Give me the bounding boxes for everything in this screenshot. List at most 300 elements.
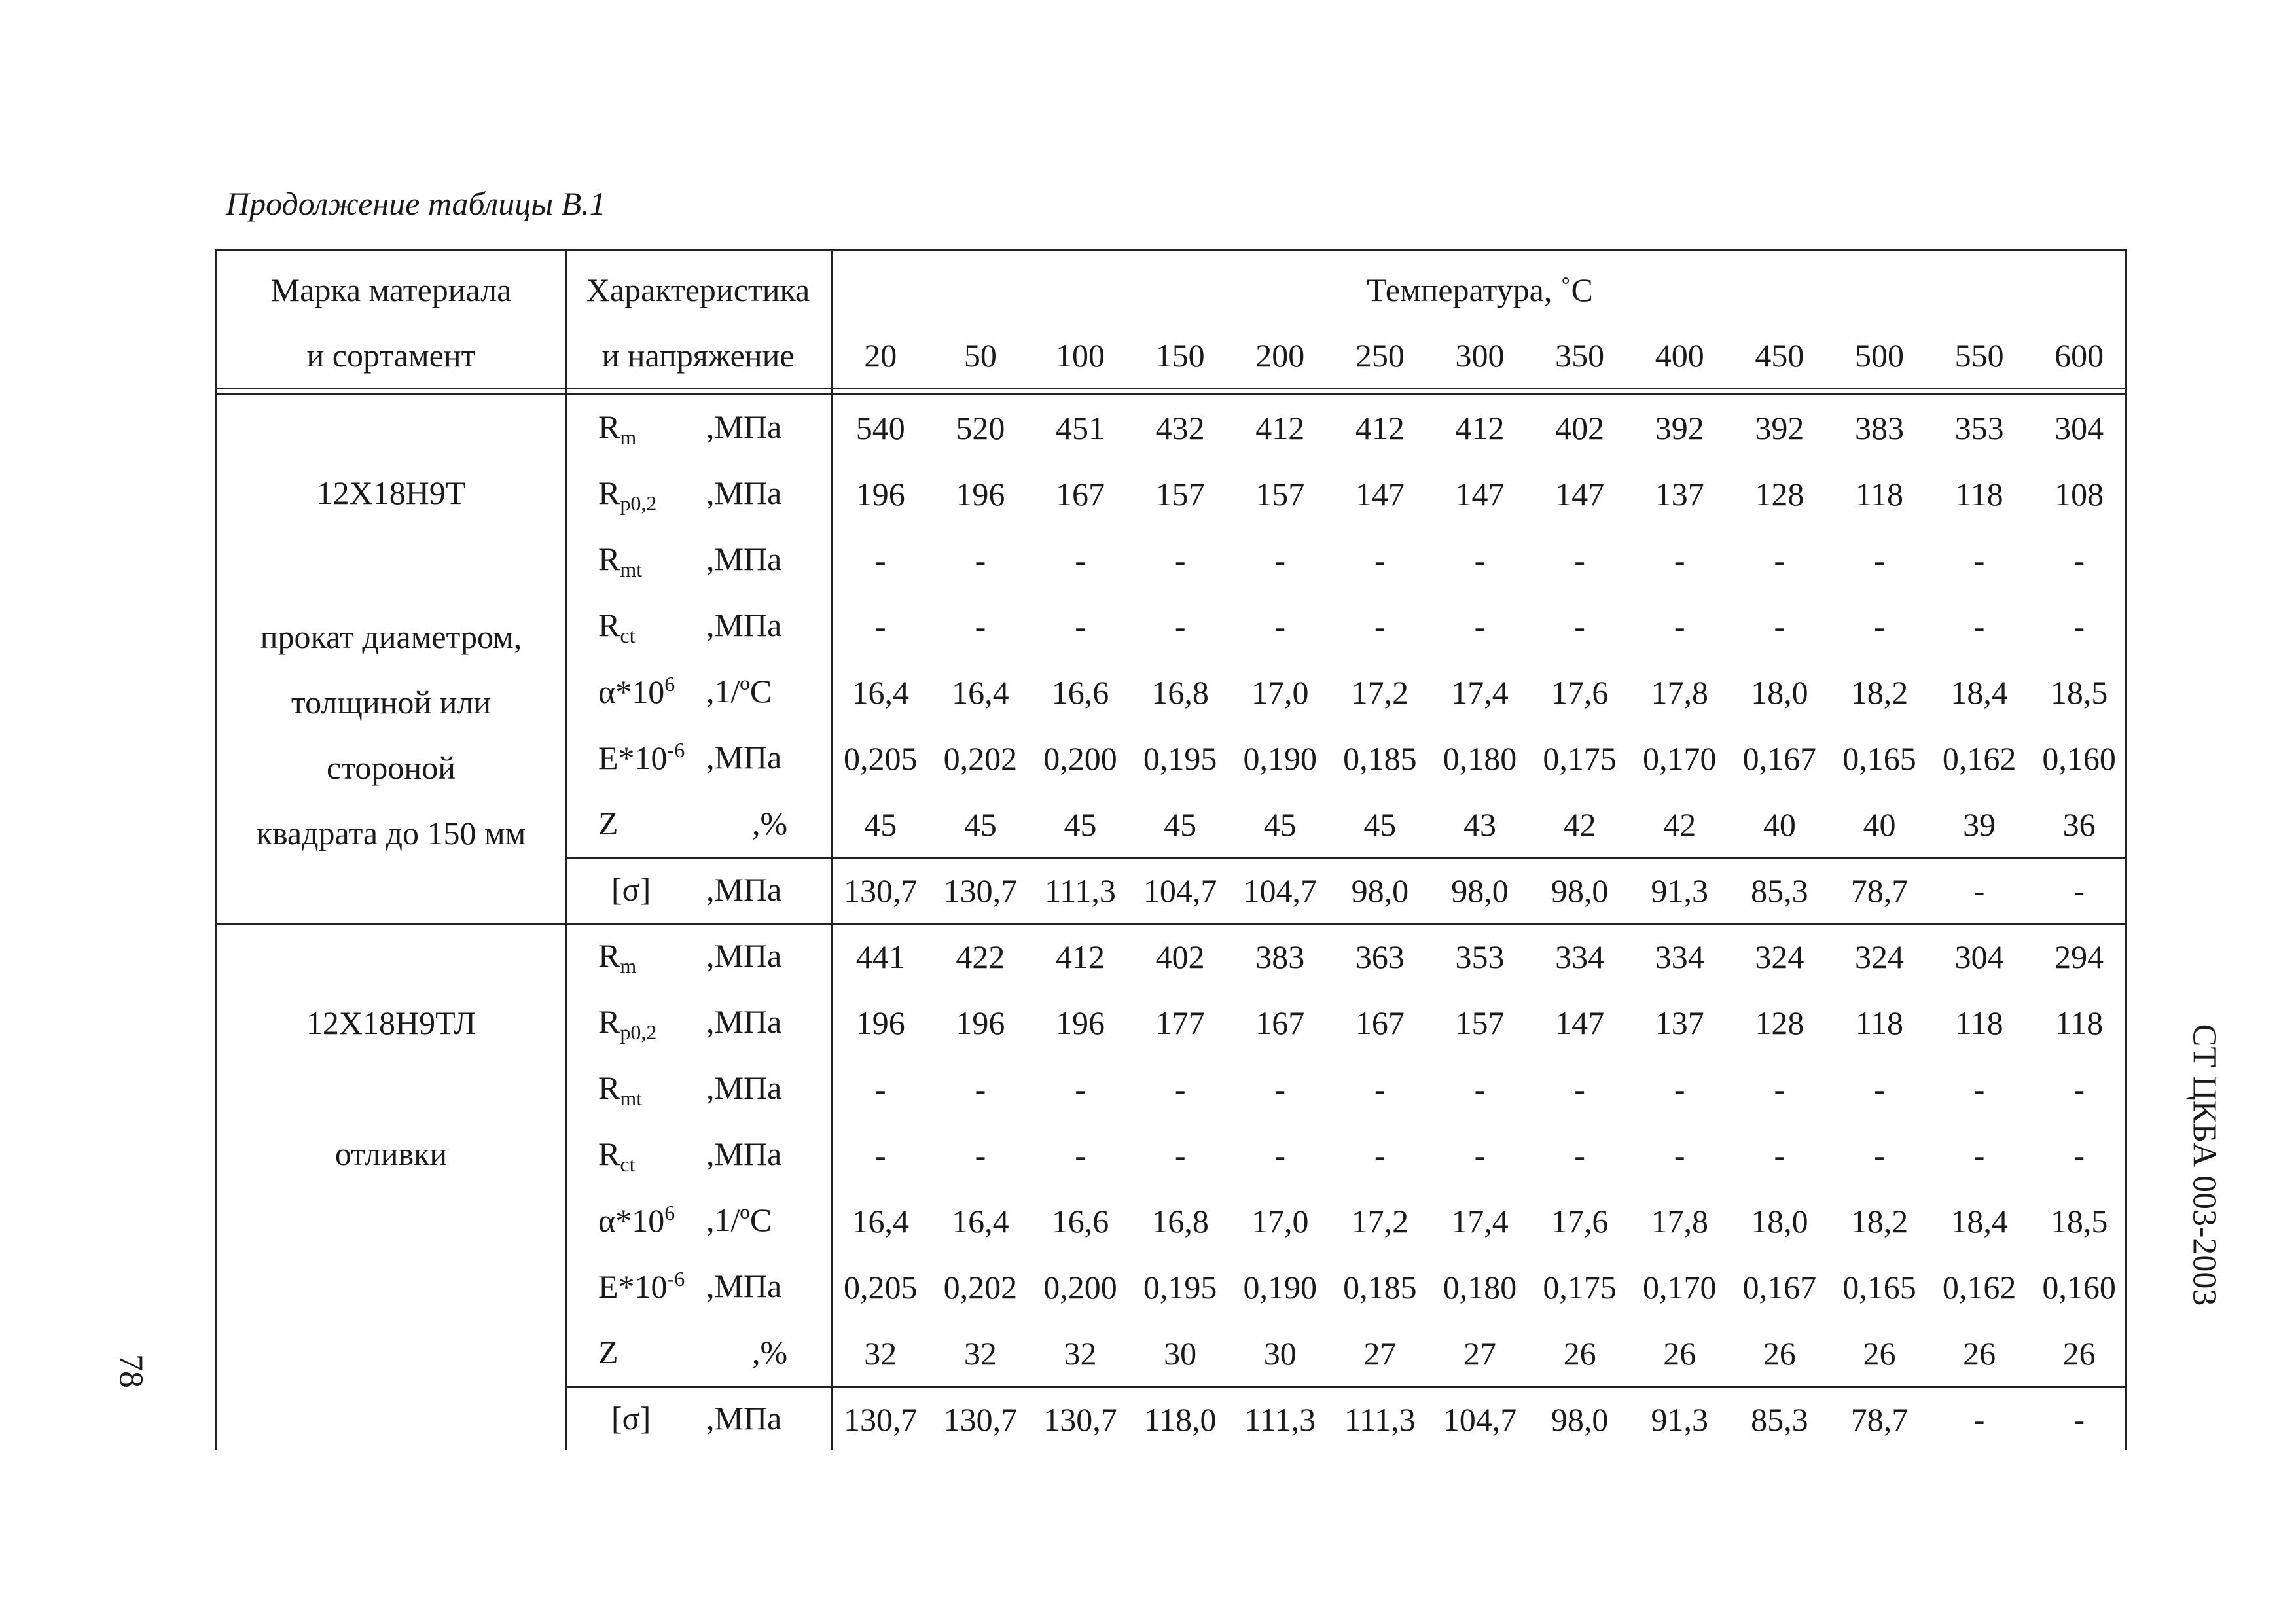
table-cell: - bbox=[1374, 1070, 1386, 1107]
header-temp-cell: 200 bbox=[1255, 337, 1305, 374]
table-cell: - bbox=[1973, 1136, 1985, 1173]
table-cell: 26 bbox=[1863, 1334, 1896, 1372]
table-cell: - bbox=[1973, 872, 1985, 909]
table-cell: 30 bbox=[1263, 1334, 1297, 1372]
table-cell: 147 bbox=[1555, 1004, 1605, 1041]
table-cell: - bbox=[1674, 1070, 1685, 1107]
material-desc-line: прокат диаметром, bbox=[260, 618, 522, 655]
table-cell: - bbox=[1374, 541, 1386, 579]
header-temp-cell: 100 bbox=[1056, 337, 1105, 374]
table-cell: 147 bbox=[1455, 475, 1505, 512]
table-cell: 147 bbox=[1555, 475, 1605, 512]
table-cell: - bbox=[1874, 1136, 1885, 1173]
table-cell: 26 bbox=[1663, 1334, 1696, 1372]
header-temp-cell: 20 bbox=[864, 337, 897, 374]
param-unit: ,1/ºС bbox=[706, 673, 772, 709]
table-cell: 0,170 bbox=[1642, 1268, 1717, 1306]
table-cell: 17,8 bbox=[1651, 673, 1708, 711]
param-symbol-text: Z bbox=[598, 805, 619, 842]
table-cell: 441 bbox=[855, 938, 905, 975]
param-symbol bbox=[598, 408, 636, 450]
param-unit: ,МПа bbox=[706, 408, 782, 445]
param-superscript: -6 bbox=[667, 738, 685, 762]
table-cell: 118,0 bbox=[1143, 1400, 1217, 1438]
table-cell: 0,200 bbox=[1043, 1268, 1117, 1306]
table-cell: 36 bbox=[2062, 806, 2096, 843]
table-cell: - bbox=[1973, 1400, 1985, 1438]
header-characteristic-line1: Характеристика bbox=[586, 272, 810, 308]
param-unit: ,МПа bbox=[706, 474, 782, 511]
table-cell: 118 bbox=[1955, 1004, 2003, 1041]
table-cell: 363 bbox=[1355, 938, 1405, 975]
table-cell: 45 bbox=[1363, 806, 1397, 843]
table-cell: - bbox=[2073, 1136, 2085, 1173]
table-cell: 0,180 bbox=[1443, 740, 1517, 777]
param-symbol bbox=[598, 474, 656, 516]
table-cell: 334 bbox=[1655, 938, 1704, 975]
param-subscript: mt bbox=[620, 558, 643, 581]
table-cell: 98,0 bbox=[1551, 872, 1609, 909]
table-cell: - bbox=[1674, 607, 1685, 645]
table-cell: 32 bbox=[864, 1334, 897, 1372]
table-cell: 45 bbox=[1064, 806, 1097, 843]
table-cell: 353 bbox=[1954, 409, 2004, 446]
param-symbol bbox=[611, 870, 651, 908]
header-material-line1: Марка материала bbox=[270, 272, 512, 308]
table-cell: 16,8 bbox=[1151, 1202, 1209, 1240]
param-symbol bbox=[598, 804, 619, 842]
table-cell: 17,2 bbox=[1351, 673, 1409, 711]
table-cell: 17,6 bbox=[1551, 673, 1609, 711]
table-cell: 104,7 bbox=[1243, 872, 1317, 909]
table-cell: 18,2 bbox=[1850, 1202, 1909, 1240]
table-cell: 30 bbox=[1164, 1334, 1197, 1372]
table-cell: - bbox=[1574, 1136, 1585, 1173]
table-cell: 137 bbox=[1655, 1004, 1704, 1041]
table-cell: 98,0 bbox=[1551, 1400, 1609, 1438]
table-cell: - bbox=[1474, 1136, 1486, 1173]
table-cell: 130,7 bbox=[943, 1400, 1018, 1438]
table-cell: 402 bbox=[1555, 409, 1605, 446]
param-symbol-text: α*10 bbox=[598, 673, 665, 710]
param-symbol-text: [σ] bbox=[611, 1400, 651, 1436]
material-desc-line: толщиной или bbox=[291, 684, 492, 721]
param-symbol-text: R bbox=[598, 1003, 620, 1040]
table-cell: - bbox=[1075, 1136, 1086, 1173]
table-cell: 26 bbox=[1963, 1334, 1996, 1372]
table-cell: - bbox=[1874, 1070, 1885, 1107]
param-symbol-text: R bbox=[598, 408, 620, 445]
param-unit: ,МПа bbox=[706, 1400, 782, 1436]
table-cell: 0,170 bbox=[1642, 740, 1717, 777]
table-cell: - bbox=[1474, 607, 1486, 645]
page-number: 78 bbox=[112, 1354, 150, 1388]
table-cell: 16,4 bbox=[952, 673, 1009, 711]
table-cell: 294 bbox=[2054, 938, 2104, 975]
table-cell: 104,7 bbox=[1143, 872, 1217, 909]
table-cell: 177 bbox=[1155, 1004, 1205, 1041]
header-temp-cell: 550 bbox=[1954, 337, 2004, 374]
table-cell: 17,0 bbox=[1251, 673, 1309, 711]
table-cell: - bbox=[975, 1070, 986, 1107]
header-characteristic-line2: и напряжение bbox=[601, 337, 795, 374]
table-cell: 42 bbox=[1563, 806, 1596, 843]
param-symbol-text: R bbox=[598, 474, 620, 511]
table-cell: 412 bbox=[1056, 938, 1105, 975]
param-symbol bbox=[598, 1069, 642, 1111]
table-cell: 17,0 bbox=[1251, 1202, 1309, 1240]
table-cell: 196 bbox=[956, 1004, 1005, 1041]
table-cell: 0,200 bbox=[1043, 740, 1117, 777]
table-cell: - bbox=[975, 607, 986, 645]
material-grade: 12Х18Н9ТЛ bbox=[306, 1005, 476, 1041]
table-cell: 78,7 bbox=[1850, 872, 1909, 909]
table-cell: 137 bbox=[1655, 475, 1704, 512]
table-cell: - bbox=[1274, 607, 1286, 645]
table-cell: 104,7 bbox=[1443, 1400, 1517, 1438]
table-cell: 0,180 bbox=[1443, 1268, 1517, 1306]
table-cell: 304 bbox=[1954, 938, 2004, 975]
table-cell: 18,5 bbox=[2050, 1202, 2108, 1240]
table-cell: 540 bbox=[855, 409, 905, 446]
table-cell: - bbox=[874, 607, 886, 645]
table-cell: 0,195 bbox=[1143, 1268, 1217, 1306]
material-desc-line: стороной bbox=[327, 749, 456, 786]
material-desc-line: квадрата до 150 мм bbox=[256, 815, 526, 851]
table-cell: - bbox=[874, 541, 886, 579]
table-cell: 130,7 bbox=[844, 872, 918, 909]
table-cell: 0,167 bbox=[1742, 1268, 1817, 1306]
table-cell: 402 bbox=[1155, 938, 1205, 975]
table-cell: 324 bbox=[1854, 938, 1904, 975]
table-cell: 85,3 bbox=[1751, 1400, 1808, 1438]
header-temp-cell: 300 bbox=[1455, 337, 1505, 374]
table-cell: 0,160 bbox=[2042, 740, 2116, 777]
table-cell: 324 bbox=[1755, 938, 1804, 975]
table-cell: 111,3 bbox=[1344, 1400, 1416, 1438]
param-unit: ,МПа bbox=[706, 1003, 782, 1040]
col-divider bbox=[831, 251, 833, 1450]
table-cell: - bbox=[874, 1070, 886, 1107]
param-symbol bbox=[598, 1135, 635, 1177]
table-cell: 78,7 bbox=[1850, 1400, 1909, 1438]
table-cell: - bbox=[1274, 541, 1286, 579]
table-cell: - bbox=[1973, 541, 1985, 579]
table-cell: - bbox=[874, 1136, 886, 1173]
table-cell: 40 bbox=[1763, 806, 1796, 843]
table-cell: 32 bbox=[1064, 1334, 1097, 1372]
table-cell: 0,205 bbox=[844, 1268, 918, 1306]
row-separator bbox=[565, 1386, 2125, 1388]
standard-code: СТ ЦКБА 003-2003 bbox=[2185, 1024, 2223, 1306]
table-cell: 27 bbox=[1463, 1334, 1496, 1372]
param-unit: ,МПа bbox=[706, 871, 782, 908]
table-cell: - bbox=[1374, 1136, 1386, 1173]
table-cell: 0,160 bbox=[2042, 1268, 2116, 1306]
table-cell: 0,190 bbox=[1243, 740, 1317, 777]
param-subscript: m bbox=[620, 425, 637, 449]
table-cell: 45 bbox=[1263, 806, 1297, 843]
param-symbol-text: E*10 bbox=[598, 1268, 668, 1305]
header-temp-cell: 400 bbox=[1655, 337, 1704, 374]
table-cell: 412 bbox=[1255, 409, 1305, 446]
table-cell: 167 bbox=[1056, 475, 1105, 512]
table-cell: 43 bbox=[1463, 806, 1496, 843]
table-cell: - bbox=[1774, 541, 1785, 579]
table-cell: - bbox=[2073, 541, 2085, 579]
param-symbol bbox=[598, 936, 636, 978]
header-temp-cell: 600 bbox=[2054, 337, 2104, 374]
table-cell: 383 bbox=[1854, 409, 1904, 446]
table-cell: 196 bbox=[1056, 1004, 1105, 1041]
param-superscript: 6 bbox=[664, 1201, 675, 1224]
table-cell: 392 bbox=[1655, 409, 1704, 446]
table-cell: 27 bbox=[1363, 1334, 1397, 1372]
table-cell: - bbox=[1075, 607, 1086, 645]
param-symbol bbox=[598, 606, 635, 648]
table-cell: 18,2 bbox=[1850, 673, 1909, 711]
param-subscript: ct bbox=[620, 1152, 636, 1176]
table-cell: - bbox=[1774, 607, 1785, 645]
table-cell: - bbox=[1174, 1070, 1186, 1107]
table-cell: - bbox=[1075, 1070, 1086, 1107]
table-cell: 130,7 bbox=[844, 1400, 918, 1438]
table-cell: 18,5 bbox=[2050, 673, 2108, 711]
header-temp-cell: 350 bbox=[1555, 337, 1605, 374]
table-cell: 118 bbox=[2055, 1004, 2104, 1041]
table-cell: 111,3 bbox=[1045, 872, 1116, 909]
param-unit: ,МПа bbox=[706, 607, 782, 643]
table-cell: 98,0 bbox=[1351, 872, 1409, 909]
param-subscript: ct bbox=[620, 624, 636, 647]
param-symbol bbox=[598, 738, 685, 777]
table-cell: - bbox=[1574, 1070, 1585, 1107]
table-cell: 17,2 bbox=[1351, 1202, 1409, 1240]
table-cell: - bbox=[1374, 607, 1386, 645]
table-cell: - bbox=[1973, 607, 1985, 645]
table-cell: 16,4 bbox=[852, 1202, 910, 1240]
table-cell: 157 bbox=[1455, 1004, 1505, 1041]
table-cell: 26 bbox=[1563, 1334, 1596, 1372]
table-cell: 108 bbox=[2054, 475, 2104, 512]
table-cell: 17,4 bbox=[1451, 1202, 1509, 1240]
param-symbol bbox=[598, 1003, 656, 1044]
table-cell: 16,8 bbox=[1151, 673, 1209, 711]
table-cell: 0,165 bbox=[1842, 740, 1916, 777]
param-unit: ,МПа bbox=[706, 1268, 782, 1304]
table-cell: 17,4 bbox=[1451, 673, 1509, 711]
table-cell: 196 bbox=[956, 475, 1005, 512]
param-unit: ,% bbox=[752, 805, 788, 842]
table-cell: 196 bbox=[855, 475, 905, 512]
param-symbol-text: R bbox=[598, 607, 620, 643]
table-cell: - bbox=[1174, 541, 1186, 579]
table-cell: - bbox=[2073, 607, 2085, 645]
col-divider bbox=[565, 251, 567, 1450]
param-subscript: p0,2 bbox=[620, 491, 657, 515]
header-temp-cell: 150 bbox=[1155, 337, 1205, 374]
table-cell: 98,0 bbox=[1451, 872, 1509, 909]
param-unit: ,МПа bbox=[706, 739, 782, 776]
table-cell: 0,185 bbox=[1343, 1268, 1417, 1306]
header-temp-cell: 500 bbox=[1854, 337, 1904, 374]
table-cell: - bbox=[1774, 1070, 1785, 1107]
table-cell: 0,167 bbox=[1742, 740, 1817, 777]
table-cell: - bbox=[1474, 541, 1486, 579]
param-symbol-text: E*10 bbox=[598, 740, 668, 776]
param-unit: ,МПа bbox=[706, 937, 782, 974]
table-cell: 0,185 bbox=[1343, 740, 1417, 777]
table-cell: 0,162 bbox=[1942, 740, 2017, 777]
table-cell: 91,3 bbox=[1651, 1400, 1708, 1438]
table-cell: 130,7 bbox=[943, 872, 1018, 909]
table-cell: 147 bbox=[1355, 475, 1405, 512]
table-caption: Продолжение таблицы В.1 bbox=[226, 185, 606, 222]
table-cell: 167 bbox=[1355, 1004, 1405, 1041]
param-symbol-text: R bbox=[598, 1135, 620, 1172]
material-grade: 12Х18Н9Т bbox=[316, 474, 466, 511]
table-cell: - bbox=[2073, 1400, 2085, 1438]
param-superscript: -6 bbox=[667, 1267, 685, 1291]
header-separator bbox=[217, 388, 2125, 395]
table-cell: - bbox=[2073, 1070, 2085, 1107]
table-cell: - bbox=[1274, 1070, 1286, 1107]
table-cell: - bbox=[1674, 541, 1685, 579]
table-cell: - bbox=[975, 1136, 986, 1173]
table-cell: 85,3 bbox=[1751, 872, 1808, 909]
table-cell: 0,162 bbox=[1942, 1268, 2017, 1306]
table-cell: 32 bbox=[963, 1334, 997, 1372]
table-cell: - bbox=[1874, 541, 1885, 579]
row-separator bbox=[565, 857, 2125, 859]
table-cell: - bbox=[1274, 1136, 1286, 1173]
table-cell: 16,4 bbox=[852, 673, 910, 711]
table-cell: 118 bbox=[1855, 1004, 1904, 1041]
table-cell: 45 bbox=[864, 806, 897, 843]
param-symbol-text: R bbox=[598, 1069, 620, 1106]
header-temp-cell: 250 bbox=[1355, 337, 1405, 374]
table-cell: 196 bbox=[855, 1004, 905, 1041]
table-cell: 17,6 bbox=[1551, 1202, 1609, 1240]
table-cell: 451 bbox=[1056, 409, 1105, 446]
table-cell: 18,0 bbox=[1751, 1202, 1808, 1240]
param-symbol-text: [σ] bbox=[611, 871, 651, 908]
table-cell: 130,7 bbox=[1043, 1400, 1117, 1438]
param-unit: ,% bbox=[752, 1334, 788, 1370]
table-cell: 304 bbox=[2054, 409, 2104, 446]
data-table bbox=[215, 249, 2127, 1450]
table-cell: 42 bbox=[1663, 806, 1696, 843]
param-unit: ,МПа bbox=[706, 1069, 782, 1106]
table-cell: 157 bbox=[1155, 475, 1205, 512]
table-cell: 0,202 bbox=[943, 1268, 1018, 1306]
table-cell: 17,8 bbox=[1651, 1202, 1708, 1240]
table-cell: - bbox=[1474, 1070, 1486, 1107]
table-cell: 118 bbox=[1855, 475, 1904, 512]
table-cell: 40 bbox=[1863, 806, 1896, 843]
table-cell: 91,3 bbox=[1651, 872, 1708, 909]
table-cell: 39 bbox=[1963, 806, 1996, 843]
section-separator bbox=[217, 923, 2125, 925]
table-cell: 18,0 bbox=[1751, 673, 1808, 711]
table-cell: 16,6 bbox=[1051, 673, 1109, 711]
table-cell: - bbox=[1174, 607, 1186, 645]
table-cell: 0,205 bbox=[844, 740, 918, 777]
table-cell: - bbox=[2073, 872, 2085, 909]
param-symbol bbox=[598, 540, 642, 582]
table-cell: 18,4 bbox=[1950, 673, 2008, 711]
table-cell: 412 bbox=[1455, 409, 1505, 446]
param-unit: ,1/ºС bbox=[706, 1202, 772, 1238]
table-cell: 157 bbox=[1255, 475, 1305, 512]
param-symbol bbox=[598, 1201, 675, 1240]
param-symbol-text: α*10 bbox=[598, 1202, 665, 1239]
table-cell: 26 bbox=[2062, 1334, 2096, 1372]
param-symbol bbox=[598, 1267, 685, 1306]
table-cell: 353 bbox=[1455, 938, 1505, 975]
table-cell: - bbox=[975, 541, 986, 579]
param-subscript: p0,2 bbox=[620, 1020, 657, 1044]
table-cell: - bbox=[1774, 1136, 1785, 1173]
table-cell: 111,3 bbox=[1244, 1400, 1316, 1438]
param-symbol bbox=[598, 1333, 619, 1371]
param-symbol bbox=[611, 1399, 651, 1437]
table-cell: 26 bbox=[1763, 1334, 1796, 1372]
table-cell: 422 bbox=[956, 938, 1005, 975]
param-symbol-text: Z bbox=[598, 1334, 619, 1370]
material-desc-line: отливки bbox=[334, 1135, 448, 1172]
table-cell: 45 bbox=[1164, 806, 1197, 843]
table-cell: 412 bbox=[1355, 409, 1405, 446]
table-cell: 383 bbox=[1255, 938, 1305, 975]
table-cell: 432 bbox=[1155, 409, 1205, 446]
param-symbol bbox=[598, 672, 675, 711]
table-cell: 18,4 bbox=[1950, 1202, 2008, 1240]
table-cell: 334 bbox=[1555, 938, 1605, 975]
table-cell: 45 bbox=[963, 806, 997, 843]
table-cell: 128 bbox=[1755, 1004, 1804, 1041]
param-superscript: 6 bbox=[664, 672, 675, 696]
table-cell: 0,175 bbox=[1543, 740, 1617, 777]
table-cell: - bbox=[1174, 1136, 1186, 1173]
table-cell: 16,6 bbox=[1051, 1202, 1109, 1240]
header-temperature-label: Температура, ˚С bbox=[1367, 272, 1593, 308]
table-cell: 392 bbox=[1755, 409, 1804, 446]
header-temp-cell: 450 bbox=[1755, 337, 1804, 374]
table-cell: 167 bbox=[1255, 1004, 1305, 1041]
param-unit: ,МПа bbox=[706, 541, 782, 577]
table-cell: - bbox=[1973, 1070, 1985, 1107]
table-cell: - bbox=[1574, 607, 1585, 645]
param-subscript: m bbox=[620, 954, 637, 978]
param-symbol-text: R bbox=[598, 937, 620, 974]
param-symbol-text: R bbox=[598, 541, 620, 577]
header-material-line2: и сортамент bbox=[306, 337, 476, 374]
table-cell: - bbox=[1674, 1136, 1685, 1173]
table-cell: 0,202 bbox=[943, 740, 1018, 777]
table-cell: 0,190 bbox=[1243, 1268, 1317, 1306]
table-cell: 128 bbox=[1755, 475, 1804, 512]
table-cell: 520 bbox=[956, 409, 1005, 446]
table-cell: 118 bbox=[1955, 475, 2003, 512]
table-cell: - bbox=[1874, 607, 1885, 645]
table-cell: 0,175 bbox=[1543, 1268, 1617, 1306]
table-cell: 0,195 bbox=[1143, 740, 1217, 777]
table-cell: - bbox=[1574, 541, 1585, 579]
param-subscript: mt bbox=[620, 1086, 643, 1110]
table-cell: - bbox=[1075, 541, 1086, 579]
header-temp-cell: 50 bbox=[963, 337, 997, 374]
